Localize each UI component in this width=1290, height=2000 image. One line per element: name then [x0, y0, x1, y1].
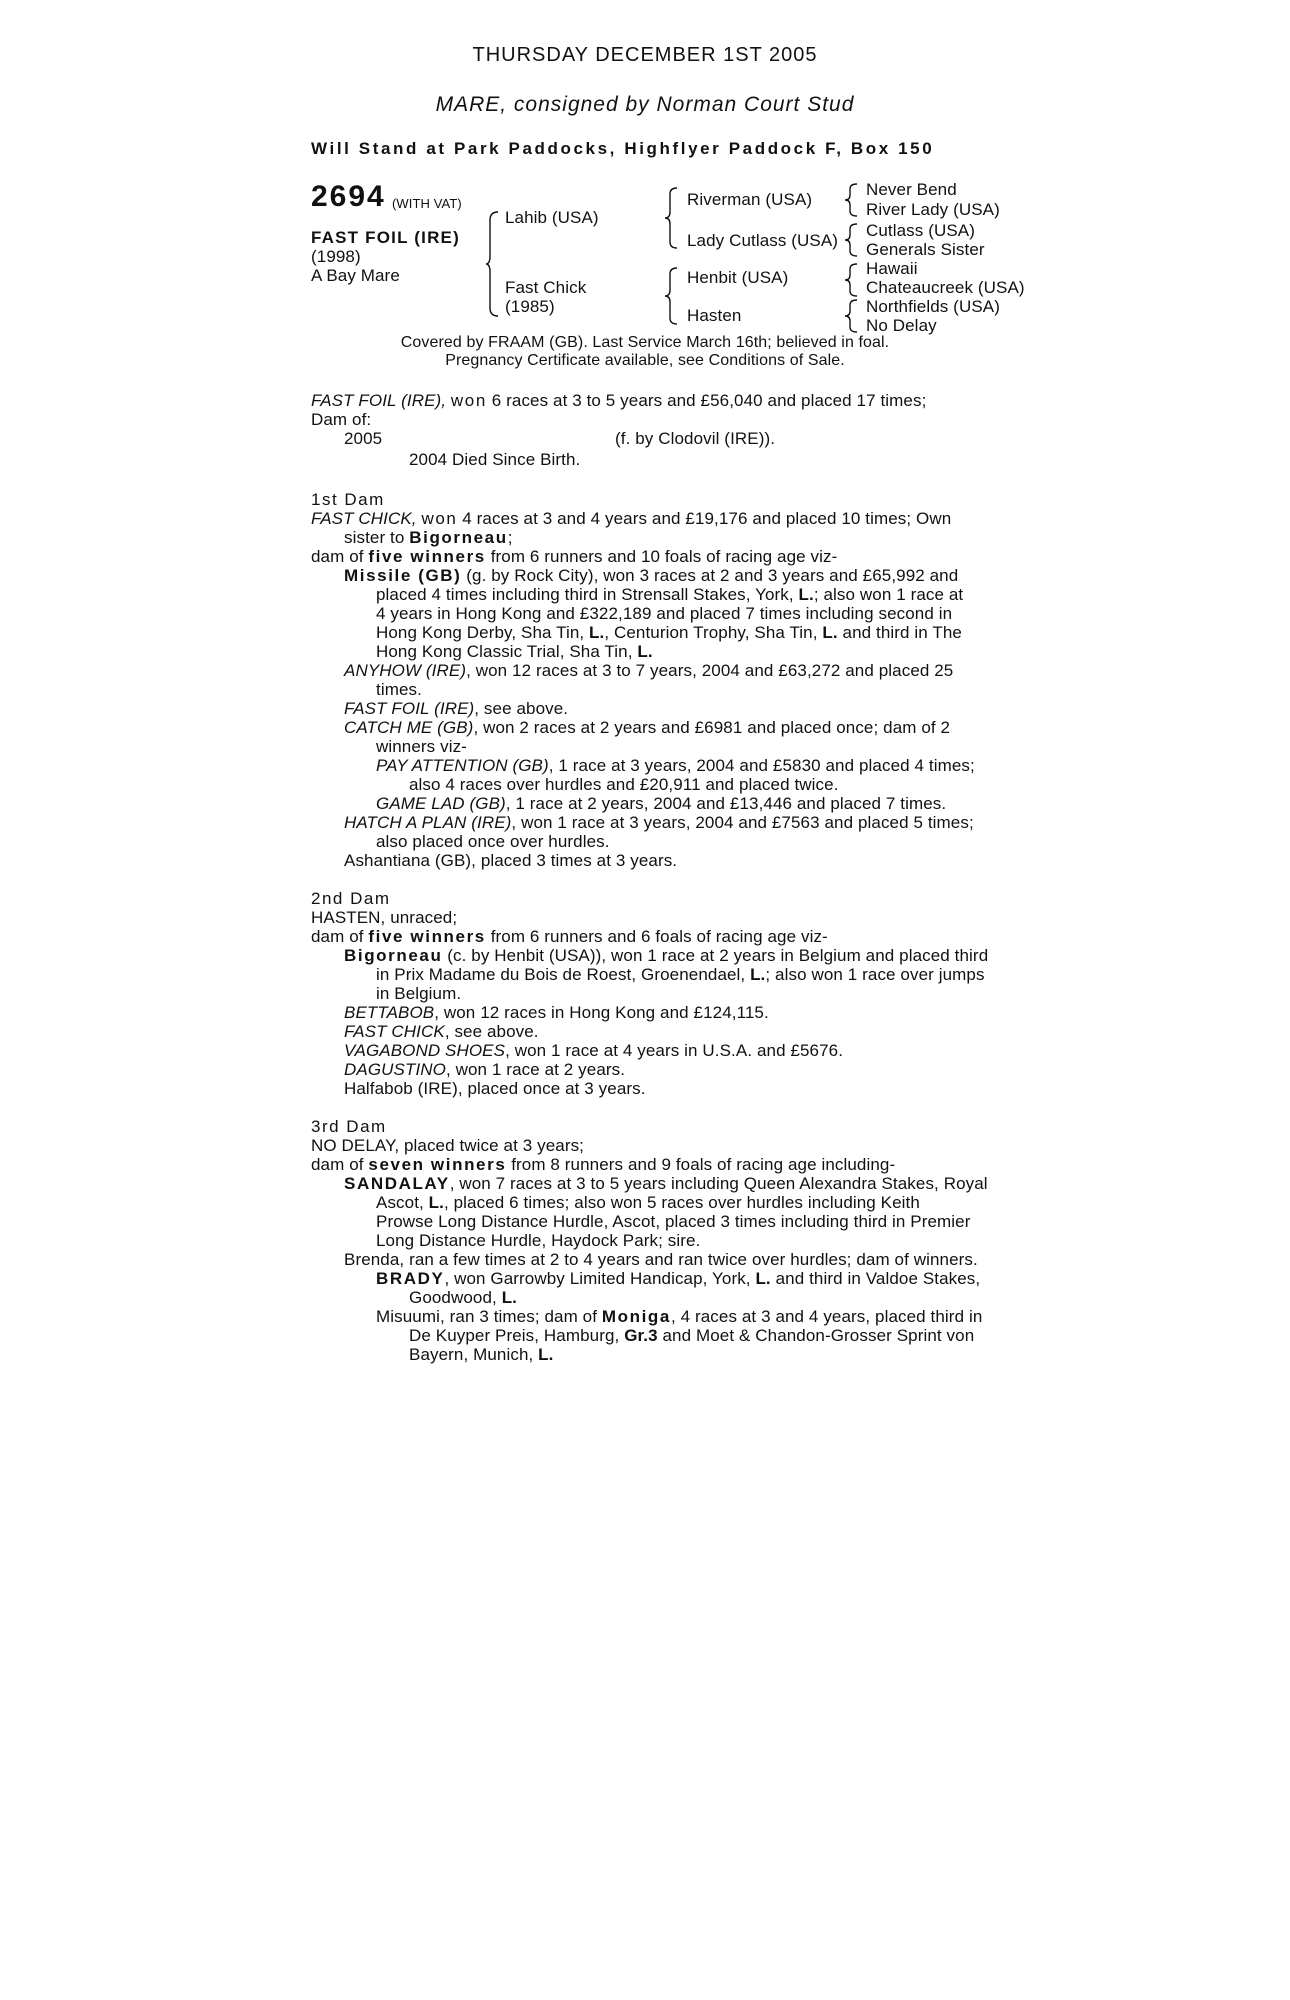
second-dam-heading: 2nd Dam: [311, 889, 391, 908]
pedigree-brace-g4: [845, 298, 859, 334]
misuumi-entry-2: De Kuyper Preis, Hamburg, Gr.3 and Moet & Chandon-Grosser Sprint von: [409, 1326, 975, 1345]
missile-entry-4: Hong Kong Derby, Sha Tin, L., Centurion Trophy, Sha Tin, L. and third in The: [376, 623, 962, 642]
horse-year: (1998): [311, 247, 361, 266]
pregnancy-note: Pregnancy Certificate available, see Conditions of Sale.: [445, 352, 845, 369]
brady-entry: BRADY, won Garrowby Limited Handicap, York, L. and third in Valdoe Stakes,: [376, 1269, 981, 1288]
produce-2004: 2004 Died Since Birth.: [409, 450, 581, 469]
sire-name: Lahib (USA): [505, 208, 599, 227]
ancestor-6: Chateaucreek (USA): [866, 278, 1025, 297]
misuumi-entry-3: Bayern, Munich, L.: [409, 1345, 554, 1364]
ancestor-1: Never Bend: [866, 180, 957, 199]
catch-me-entry-2: winners viz-: [376, 737, 467, 756]
dam-name: Fast Chick: [505, 278, 587, 297]
third-dam-heading: 3rd Dam: [311, 1117, 387, 1136]
misuumi-entry: Misuumi, ran 3 times; dam of Moniga, 4 races at 3 and 4 years, placed third in: [376, 1307, 983, 1326]
catch-me-entry: CATCH ME (GB), won 2 races at 2 years and £6981 and placed once; dam of 2: [344, 718, 951, 737]
pedigree-brace-g2: [845, 222, 859, 258]
bigorneau-entry: Bigorneau (c. by Henbit (USA)), won 1 race at 2 years in Belgium and placed third: [344, 946, 989, 965]
brady-entry-2: Goodwood, L.: [409, 1288, 517, 1307]
anyhow-entry-2: times.: [376, 680, 422, 699]
ancestor-5: Hawaii: [866, 259, 918, 278]
sire-dam-name: Lady Cutlass (USA): [687, 231, 839, 250]
stabling-location: Will Stand at Park Paddocks, Highflyer Paddock F, Box 150: [311, 139, 935, 158]
bigorneau-entry-3: in Belgium.: [376, 984, 462, 1003]
first-dam-produce-summary: dam of five winners from 6 runners and 10 foals of racing age viz-: [311, 547, 838, 566]
sandalay-entry-4: Long Distance Hurdle, Haydock Park; sire.: [376, 1231, 701, 1250]
third-dam-produce-summary: dam of seven winners from 8 runners and 9 foals of racing age including-: [311, 1155, 896, 1174]
missile-entry-3: 4 years in Hong Kong and £322,189 and placed 7 times including second in: [376, 604, 953, 623]
pay-attention-entry-2: also 4 races over hurdles and £20,911 and placed twice.: [409, 775, 839, 794]
ancestor-8: No Delay: [866, 316, 937, 335]
ancestor-4: Generals Sister: [866, 240, 985, 259]
anyhow-entry: ANYHOW (IRE), won 12 races at 3 to 7 years, 2004 and £63,272 and placed 25: [344, 661, 954, 680]
ancestor-2: River Lady (USA): [866, 200, 1000, 219]
sire-sire-name: Riverman (USA): [687, 190, 813, 209]
produce-year-2005: 2005: [344, 429, 383, 448]
lot-number: 2694: [311, 180, 386, 213]
fast-chick-entry: FAST CHICK, see above.: [344, 1022, 539, 1041]
bigorneau-entry-2: in Prix Madame du Bois de Roest, Groenendael, L.; also won 1 race over jumps: [376, 965, 985, 984]
vagabond-shoes-entry: VAGABOND SHOES, won 1 race at 4 years in U.S.A. and £5676.: [344, 1041, 844, 1060]
halfabob-entry: Halfabob (IRE), placed once at 3 years.: [344, 1079, 646, 1098]
second-dam-intro: HASTEN, unraced;: [311, 908, 458, 927]
horse-description: A Bay Mare: [311, 266, 400, 285]
ashantiana-entry: Ashantiana (GB), placed 3 times at 3 years.: [344, 851, 678, 870]
third-dam-intro: NO DELAY, placed twice at 3 years;: [311, 1136, 585, 1155]
sandalay-entry-2: Ascot, L., placed 6 times; also won 5 races over hurdles including Keith: [376, 1193, 920, 1212]
horse-name: FAST FOIL (IRE): [311, 228, 460, 247]
missile-entry-5: Hong Kong Classic Trial, Sha Tin, L.: [376, 642, 653, 661]
first-dam-intro-2: sister to Bigorneau;: [344, 528, 513, 547]
sandalay-entry-3: Prowse Long Distance Hurdle, Ascot, placed 3 times including third in Premier: [376, 1212, 971, 1231]
hatch-a-plan-entry-2: also placed once over hurdles.: [376, 832, 610, 851]
dagustino-entry: DAGUSTINO, won 1 race at 2 years.: [344, 1060, 626, 1079]
sandalay-entry: SANDALAY, won 7 races at 3 to 5 years including Queen Alexandra Stakes, Royal: [344, 1174, 988, 1193]
bettabob-entry: BETTABOB, won 12 races in Hong Kong and £124,115.: [344, 1003, 769, 1022]
missile-entry: Missile (GB) (g. by Rock City), won 3 races at 2 and 3 years and £65,992 and: [344, 566, 959, 585]
produce-2005: (f. by Clodovil (IRE)).: [615, 429, 776, 448]
race-record: FAST FOIL (IRE), won 6 races at 3 to 5 years and £56,040 and placed 17 times;: [311, 391, 927, 410]
brenda-entry: Brenda, ran a few times at 2 to 4 years and ran twice over hurdles; dam of winners.: [344, 1250, 978, 1269]
consignor-line: MARE, consigned by Norman Court Stud: [435, 93, 855, 116]
pedigree-brace-g1: [845, 182, 859, 218]
covered-note: Covered by FRAAM (GB). Last Service March 16th; believed in foal.: [400, 334, 890, 351]
pedigree-brace-g3: [845, 262, 859, 298]
pedigree-brace-main: [486, 210, 500, 318]
dam-dam-name: Hasten: [687, 306, 742, 325]
pedigree-brace-dam: [665, 266, 679, 326]
sale-date: THURSDAY DECEMBER 1ST 2005: [472, 44, 818, 66]
dam-of-label: Dam of:: [311, 410, 372, 429]
dam-sire-name: Henbit (USA): [687, 268, 789, 287]
pedigree-brace-sire: [665, 186, 679, 250]
vat-note: (WITH VAT): [392, 196, 462, 211]
hatch-a-plan-entry: HATCH A PLAN (IRE), won 1 race at 3 years, 2004 and £7563 and placed 5 times;: [344, 813, 974, 832]
first-dam-heading: 1st Dam: [311, 490, 385, 509]
fast-foil-entry: FAST FOIL (IRE), see above.: [344, 699, 569, 718]
second-dam-produce-summary: dam of five winners from 6 runners and 6 foals of racing age viz-: [311, 927, 828, 946]
first-dam-intro: FAST CHICK, won 4 races at 3 and 4 years and £19,176 and placed 10 times; Own: [311, 509, 952, 528]
game-lad-entry: GAME LAD (GB), 1 race at 2 years, 2004 and £13,446 and placed 7 times.: [376, 794, 947, 813]
dam-year: (1985): [505, 297, 555, 316]
ancestor-7: Northfields (USA): [866, 297, 1000, 316]
missile-entry-2: placed 4 times including third in Strensall Stakes, York, L.; also won 1 race at: [376, 585, 964, 604]
pay-attention-entry: PAY ATTENTION (GB), 1 race at 3 years, 2004 and £5830 and placed 4 times;: [376, 756, 975, 775]
ancestor-3: Cutlass (USA): [866, 221, 975, 240]
